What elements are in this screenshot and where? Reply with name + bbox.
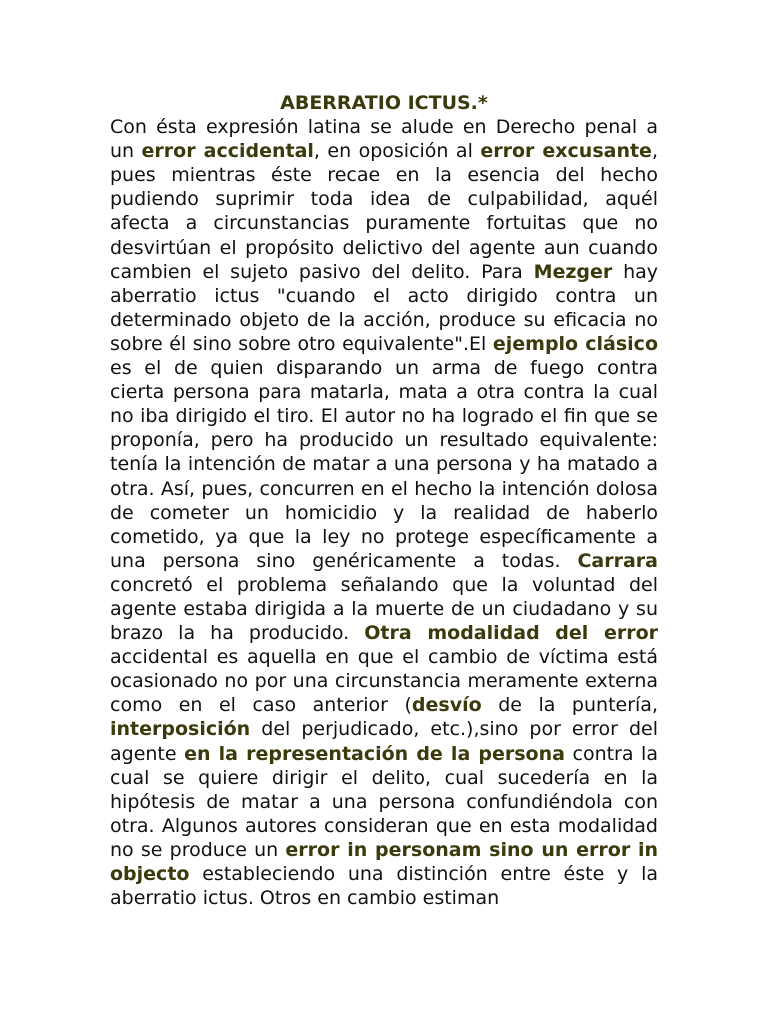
text-segment: es el de quien disparando un arma de fuego contra cierta persona para matarla, mata a otra contra la cual no iba dirigido el tiro. El autor no ha logrado el fin que se proponía, pero ha producido un resultado equivalente: tenía la intención de matar a una persona y ha matado a otra. Así, pues, concurren en el hecho la intención dolosa de cometer un homicidio y la realidad de haberlo cometido, ya que la ley no protege específicamente a una persona sino genéricamente a todas. (110, 357, 658, 572)
highlight-term: interposición (110, 718, 251, 741)
text-segment: Con ésta expresión latina se alude en Derecho penal a un (110, 116, 658, 163)
highlight-term: Carrara (577, 549, 658, 572)
highlight-term: error in personam sino un error in objecto (110, 838, 658, 885)
text-segment: , en oposición al (313, 140, 481, 163)
text-segment: hay aberratio ictus "cuando el acto dirigido contra un determinado objeto de la acción, produce su eficacia no sobre él sino sobre otro equivalente".El (110, 260, 658, 355)
highlight-term: error accidental (141, 140, 314, 163)
document-title: ABERRATIO ICTUS.* (280, 92, 488, 114)
text-segment: concretó el problema señalando que la voluntad del agente estaba dirigida a la muerte de un ciudadano y su brazo la ha producido. (110, 573, 658, 645)
highlight-term: en la representación de la persona (184, 742, 565, 765)
text-segment: , pues mientras éste recae en la esencia del hecho pudiendo suprimir toda idea de culpabilidad, aquél afecta a circunstancias puramente fortuitas que no desvirtúan el propósito delictivo del agente aun cuando cambien el sujeto pasivo del delito. Para (110, 140, 658, 283)
text-segment: contra la cual se quiere dirigir el delito, cual sucedería en la hipótesis de matar a una persona confundiéndola con otra. Algunos autores consideran que en esta modalidad no se produce un (110, 742, 658, 861)
document-body (110, 115, 658, 910)
highlight-term: Mezger (533, 260, 613, 283)
document-page (110, 91, 658, 910)
text-segment: del perjudicado, etc.),sino por error del agente (110, 718, 658, 765)
highlight-term: Otra modalidad del error (364, 622, 658, 645)
text-segment: estableciendo una distinción entre éste y la aberratio ictus. Otros en cambio estiman (110, 863, 658, 910)
highlight-term: error excusante (480, 140, 652, 163)
text-segment: de la puntería, (481, 694, 658, 717)
highlight-term: desvío (411, 694, 482, 717)
highlight-term: ejemplo clásico (492, 332, 658, 355)
text-segment: accidental es aquella en que el cambio de víctima está ocasionado no por una circunstancia meramente externa como en el caso anterior ( (110, 646, 658, 717)
